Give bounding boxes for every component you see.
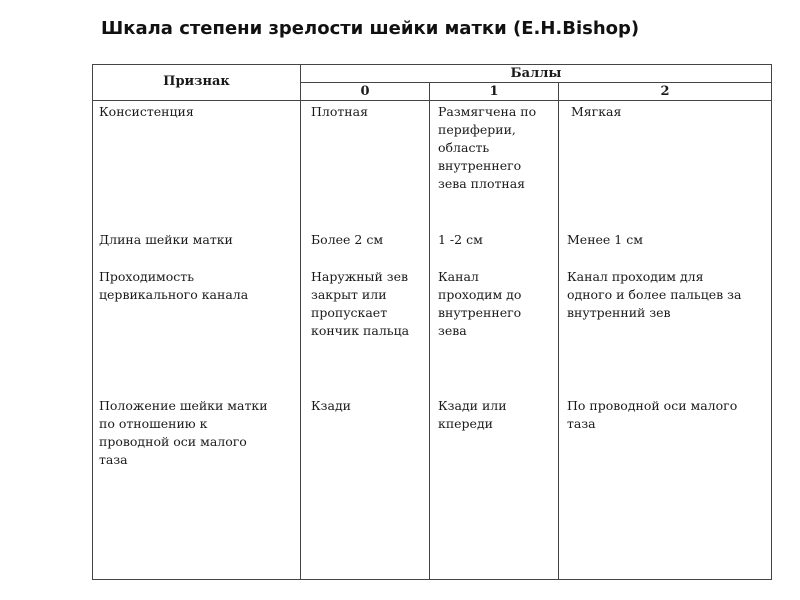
row-position-score-1: Кзади или кпереди [438, 398, 507, 431]
row-position-score-0: Кзади [311, 398, 351, 413]
row-consistency-score-2: Мягкая [571, 104, 622, 119]
column-divider [300, 65, 301, 579]
row-consistency-feature: Консистенция [99, 104, 194, 119]
row-consistency-score-1: Размягчена по периферии, область внутреннего зева плотная [438, 104, 537, 191]
row-position-score-2: По проводной оси малого таза [567, 398, 738, 431]
row-patency-score-0: Наружный зев закрыт или пропускает кончик пальца [311, 269, 410, 338]
header-score-1: 1 [489, 84, 499, 99]
row-patency-score-2: Канал проходим для одного и более пальцев за внутренний зев [567, 269, 742, 320]
header-score-2: 2 [660, 84, 670, 99]
header-points: Баллы [510, 66, 562, 81]
header-score-0: 0 [360, 84, 370, 99]
row-length-score-2: Менее 1 см [567, 232, 643, 247]
row-position-feature: Положение шейки матки по отношению к проводной оси малого таза [99, 398, 268, 467]
row-patency-score-1: Канал проходим до внутреннего зева [438, 269, 522, 338]
row-length-feature: Длина шейки матки [99, 232, 233, 247]
column-divider [429, 83, 430, 579]
bishop-scale-table [92, 64, 772, 580]
header-feature: Признак [163, 74, 230, 89]
row-length-score-0: Более 2 см [311, 232, 384, 247]
column-divider [558, 83, 559, 579]
row-length-score-1: 1 -2 см [438, 232, 483, 247]
row-patency-feature: Проходимость цервикального канала [99, 269, 249, 302]
row-consistency-score-0: Плотная [311, 104, 368, 119]
page-title: Шкала степени зрелости шейки матки (E.H.Bishop) [101, 18, 640, 39]
